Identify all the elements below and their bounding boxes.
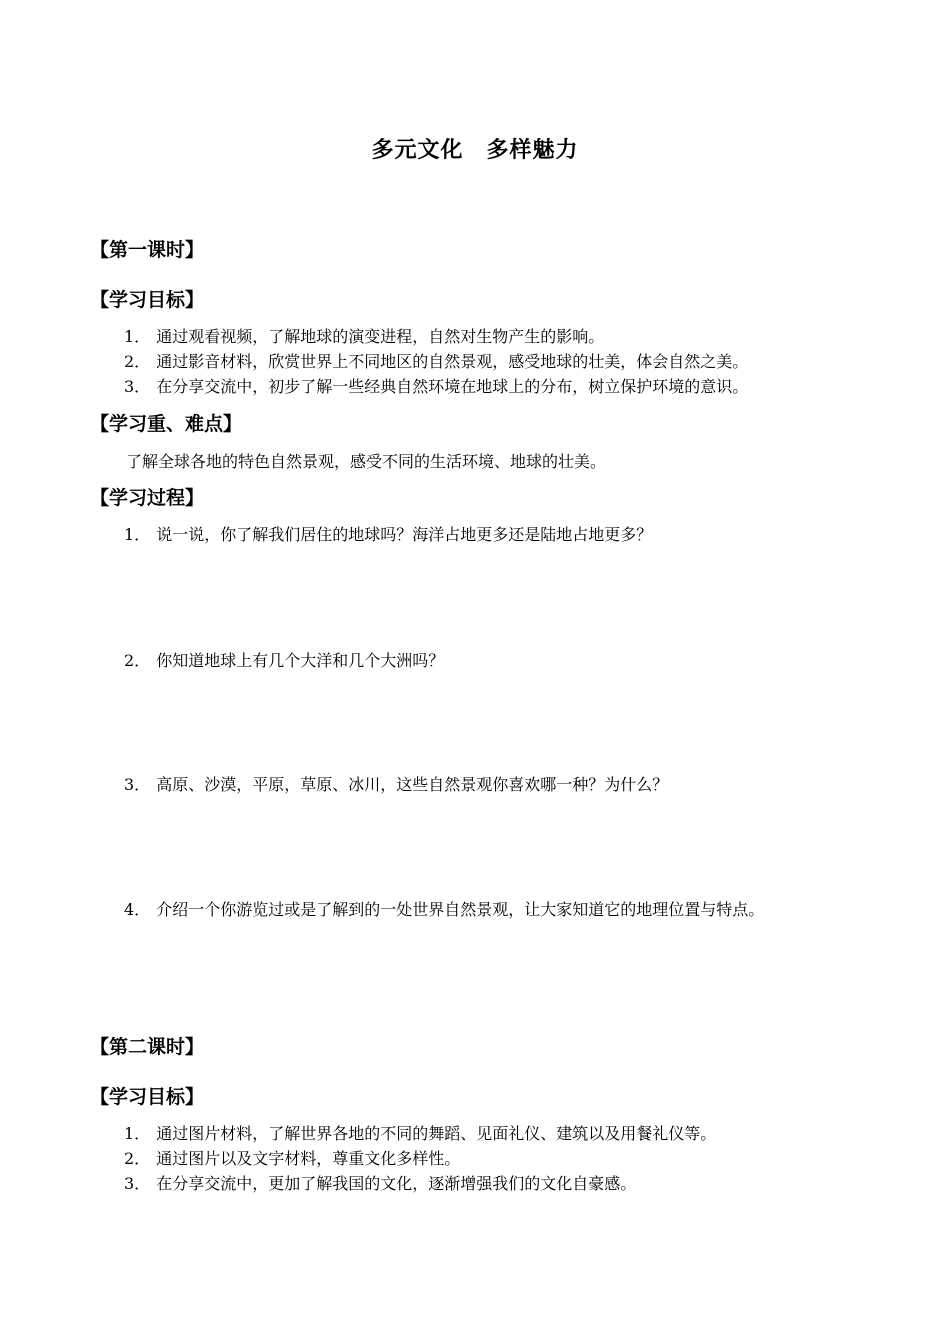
list-number: 1． — [124, 327, 151, 346]
list-number: 2． — [124, 352, 151, 371]
list-number: 3． — [124, 1174, 151, 1193]
list-text: 说一说，你了解我们居住的地球吗？海洋占地更多还是陆地占地更多？ — [156, 525, 653, 544]
lesson2-goal-item — [124, 1121, 716, 1146]
lesson1-goal-item — [124, 324, 604, 349]
list-text: 介绍一个你游览过或是了解到的一处世界自然景观，让大家知道它的地理位置与特点。 — [156, 900, 765, 919]
lesson1-keypoints-text: 了解全球各地的特色自然景观，感受不同的生活环境、地球的壮美。 — [126, 452, 607, 471]
list-number: 1． — [124, 525, 151, 544]
list-number: 1． — [124, 1124, 151, 1143]
list-text: 你知道地球上有几个大洋和几个大洲吗？ — [156, 651, 445, 670]
lesson1-question-item — [124, 648, 444, 673]
lesson1-process-heading: 【学习过程】 — [90, 487, 205, 509]
lesson1-heading: 【第一课时】 — [90, 239, 205, 261]
lesson1-keypoints-heading: 【学习重、难点】 — [90, 413, 243, 435]
list-text: 通过图片以及文字材料，尊重文化多样性。 — [156, 1149, 461, 1168]
lesson1-goal-item — [124, 349, 748, 374]
list-number: 3． — [124, 377, 151, 396]
lesson1-question-item — [124, 897, 764, 922]
list-text: 在分享交流中，更加了解我国的文化，逐渐增强我们的文化自豪感。 — [156, 1174, 637, 1193]
lesson2-goals-heading: 【学习目标】 — [90, 1086, 205, 1108]
list-number: 3． — [124, 775, 151, 794]
list-text: 通过图片材料，了解世界各地的不同的舞蹈、见面礼仪、建筑以及用餐礼仪等。 — [156, 1124, 717, 1143]
lesson1-question-item — [124, 772, 668, 797]
lesson2-goal-item — [124, 1146, 460, 1171]
page-title: 多元文化 多样魅力 — [371, 138, 579, 163]
list-number: 2． — [124, 651, 151, 670]
list-number: 2． — [124, 1149, 151, 1168]
list-text: 在分享交流中，初步了解一些经典自然环境在地球上的分布，树立保护环境的意识。 — [156, 377, 749, 396]
lesson1-goals-heading: 【学习目标】 — [90, 289, 205, 311]
lesson1-goal-item — [124, 374, 748, 399]
list-text: 通过观看视频，了解地球的演变进程，自然对生物产生的影响。 — [156, 327, 605, 346]
lesson2-goal-item — [124, 1171, 636, 1196]
lesson1-question-item — [124, 522, 652, 547]
list-text: 高原、沙漠，平原，草原、冰川，这些自然景观你喜欢哪一种？为什么？ — [156, 775, 669, 794]
lesson2-heading: 【第二课时】 — [90, 1036, 205, 1058]
list-text: 通过影音材料，欣赏世界上不同地区的自然景观，感受地球的壮美，体会自然之美。 — [156, 352, 749, 371]
list-number: 4． — [124, 900, 151, 919]
